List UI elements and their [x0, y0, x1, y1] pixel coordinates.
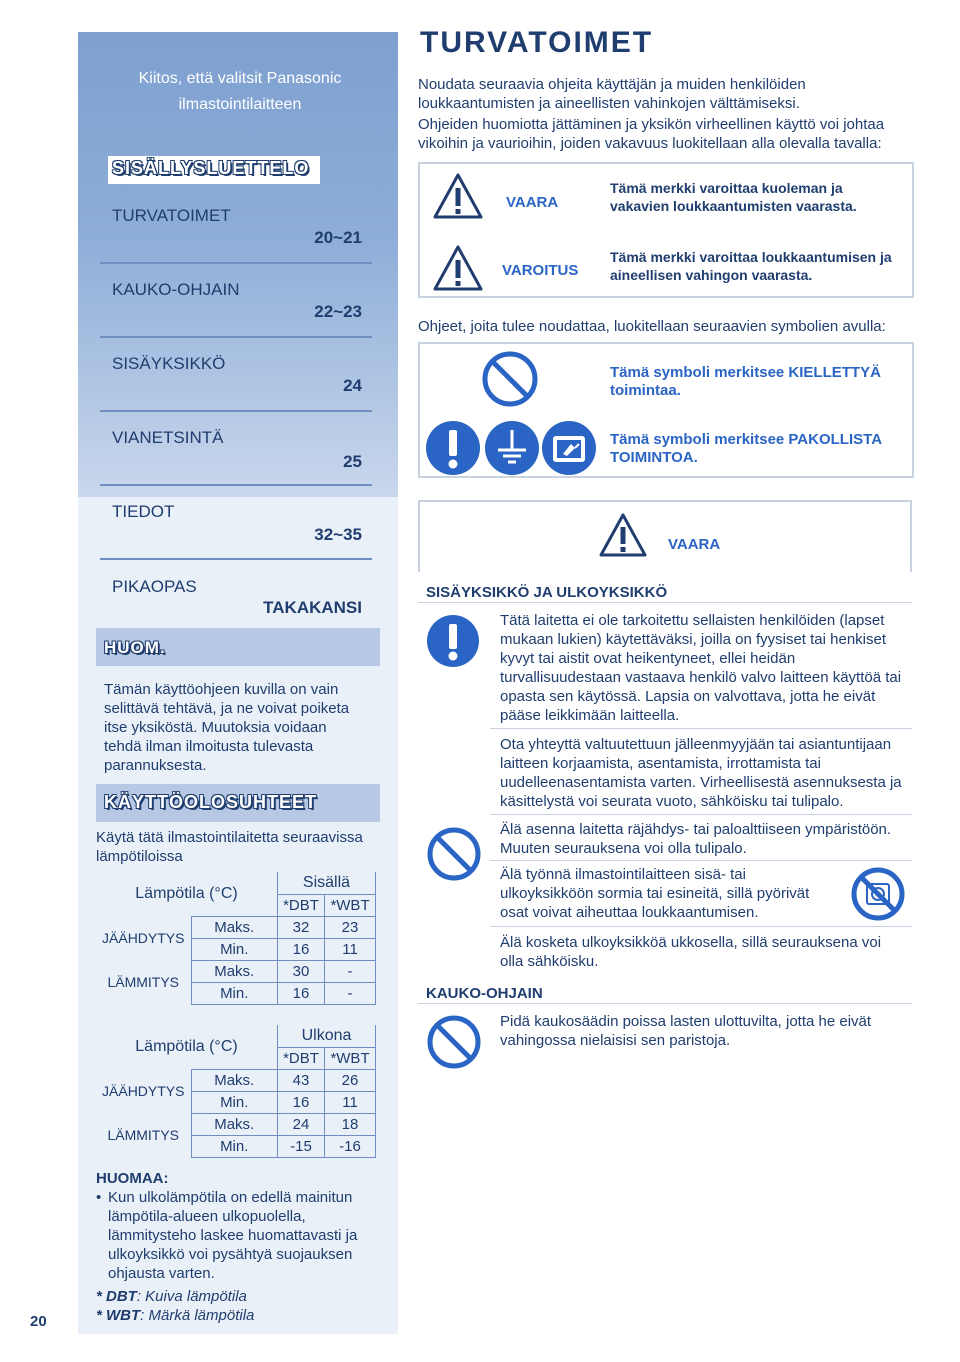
- outdoor-temperature-table: [96, 1025, 376, 1158]
- outdoor-col-wbt: *WBT: [325, 1047, 376, 1069]
- prohibited-icon: [481, 350, 539, 408]
- toc-divider: [100, 558, 372, 560]
- indoor-header-group: Sisällä: [277, 872, 375, 894]
- indoor-dbt: 16: [277, 938, 324, 960]
- toc-page-turvatoimet: 20~21: [314, 228, 362, 247]
- indoor-mode-heating: LÄMMITYS: [107, 974, 180, 990]
- outdoor-wbt: -16: [325, 1135, 376, 1157]
- toc-item-pikaopas[interactable]: PIKAOPAS: [112, 577, 197, 596]
- toc-divider: [100, 262, 372, 264]
- safety-item-thunder: Älä kosketa ulkoyksikköä ukkosella, sillä seurauksena voi olla sähköisku.: [500, 934, 882, 970]
- no-fingers-icon: [850, 866, 906, 922]
- outdoor-dbt: 43: [277, 1069, 324, 1091]
- toc-item-tiedot[interactable]: TIEDOT: [112, 502, 175, 521]
- varoitus-label: VAROITUS: [502, 262, 579, 279]
- safety-item-dealer: Ota yhteyttä valtuutettuun jälleenmyyjään tai asiantuntijaan laitteen korjaamista, asentamista, irrottamista tai uudelleenasentamista varten. Virheellisestä asennuksesta ja käsittelystä voi seurata vuoto, sähköisku tai tulipalo.: [500, 736, 902, 810]
- outdoor-wbt: 18: [325, 1113, 376, 1135]
- outdoor-header-group: Ulkona: [277, 1025, 375, 1047]
- outdoor-level: Maks.: [191, 1069, 277, 1091]
- prohibited-icon: [426, 826, 482, 882]
- item-divider: [490, 728, 912, 729]
- toc-divider: [100, 410, 372, 412]
- outdoor-level: Min.: [191, 1091, 277, 1113]
- outdoor-wbt: 26: [325, 1069, 376, 1091]
- toc-item-turvatoimet[interactable]: TURVATOIMET: [112, 206, 231, 225]
- indoor-header-left: Lämpötila (°C): [135, 884, 238, 902]
- outdoor-header-left: Lämpötila (°C): [135, 1037, 238, 1055]
- page-number: 20: [30, 1313, 47, 1330]
- huomaa-bullet: •: [96, 1189, 102, 1206]
- conditions-intro: Käytä tätä ilmastointilaitetta seuraavissa lämpötiloissa: [96, 829, 363, 865]
- outdoor-level: Maks.: [191, 1113, 277, 1135]
- toc-page-pikaopas: TAKAKANSI: [263, 598, 362, 617]
- vaara-label: VAARA: [506, 194, 559, 211]
- indoor-dbt: 32: [277, 916, 324, 938]
- vaara-description: Tämä merkki varoittaa kuoleman ja vakavien loukkaantumisten vaarasta.: [610, 180, 857, 214]
- vaara-box: [418, 500, 912, 572]
- intro-text-1: Noudata seuraavia ohjeita käyttäjän ja muiden henkilöiden loukkaantumisten ja aineellisten vahinkojen välttämiseksi.: [418, 76, 806, 112]
- indoor-dbt: 16: [277, 982, 324, 1004]
- toc-page-tiedot: 32~35: [314, 525, 362, 544]
- outdoor-mode-cooling: JÄÄHDYTYS: [102, 1083, 185, 1099]
- thanks-text: Kiitos, että valitsit Panasonic ilmastointilaitteen: [138, 70, 342, 113]
- indoor-wbt: 23: [325, 916, 376, 938]
- safety-item-batteries: Pidä kaukosäädin poissa lasten ulottuvilta, jotta he eivät vahingossa nielaisisi sen paristoja.: [500, 1013, 872, 1049]
- indoor-col-wbt: *WBT: [325, 894, 376, 916]
- conditions-heading: KÄYTTÖOLOSUHTEET: [104, 792, 317, 812]
- item-divider: [490, 860, 912, 861]
- outdoor-col-dbt: *DBT: [277, 1047, 324, 1069]
- toc-heading: SISÄLLYSLUETTELO: [112, 158, 310, 178]
- caution-triangle-icon: [432, 244, 484, 292]
- mandatory-icon: [425, 420, 481, 476]
- vaara-triangle-icon: [598, 512, 648, 558]
- toc-divider: [100, 336, 372, 338]
- safety-item-supervision: Tätä laitetta ei ole tarkoitettu sellaisten henkilöiden (lapset mukaan lukien) käytettäväksi, joilla on fyysiset tai henkiset kyvyt tai aistit ovat heikentyneet, ellei heidän turvallisuudestaan vastaava henkilö valvo laitteen käyttöä tai opasta sen käytössä. Lapsia on valvottava, jotta he eivät pääse leikkimään laitteella.: [500, 612, 902, 724]
- plug-disconnect-icon: [541, 420, 597, 476]
- indoor-wbt: 11: [325, 938, 376, 960]
- indoor-level: Min.: [191, 938, 277, 960]
- mandatory-description: Tämä symboli merkitsee PAKOLLISTA TOIMINTOA.: [610, 431, 882, 466]
- varoitus-description: Tämä merkki varoittaa loukkaantumisen ja aineellisen vahingon vaarasta.: [610, 249, 892, 283]
- toc-page-sisayksikko: 24: [343, 376, 362, 395]
- intro-text-2: Ohjeiden huomiotta jättäminen ja yksikön virheellinen käyttö voi johtaa vikoihin ja vaurioihin, joiden vakavuus luokitellaan alla olevalla tavalla:: [418, 116, 885, 152]
- wbt-legend: [96, 1306, 254, 1325]
- toc-divider: [100, 484, 372, 486]
- dbt-key: * DBT: [96, 1288, 137, 1305]
- outdoor-wbt: 11: [325, 1091, 376, 1113]
- section-heading-units: SISÄYKSIKKÖ JA ULKOYKSIKKÖ: [426, 584, 668, 601]
- indoor-wbt: -: [325, 960, 376, 982]
- page-title: TURVATOIMET: [420, 26, 654, 59]
- earth-ground-icon: [484, 420, 540, 476]
- safety-item-explosive: Älä asenna laitetta räjähdys- tai paloalttiiseen ympäristöön. Muuten seurauksena voi olla tulipalo.: [500, 821, 892, 857]
- mandatory-icon: [426, 614, 480, 668]
- outdoor-mode-heating: LÄMMITYS: [107, 1127, 180, 1143]
- indoor-dbt: 30: [277, 960, 324, 982]
- safety-item-fingers: Älä työnnä ilmastointilaitteen sisä- tai ulkoyksikköön sormia tai esineitä, sillä pyörivät osat voivat aiheuttaa loukkaantumisen.: [500, 866, 810, 921]
- forbidden-description: Tämä symboli merkitsee KIELLETTYÄ toimintaa.: [610, 364, 881, 399]
- indoor-mode-cooling: JÄÄHDYTYS: [102, 930, 185, 946]
- outdoor-dbt: -15: [277, 1135, 324, 1157]
- prohibited-icon: [426, 1014, 482, 1070]
- note-text: Tämän käyttöohjeen kuvilla on vain selittävä tehtävä, ja ne voivat poiketa itse yksiköstä. Muutoksia voidaan tehdä ilman ilmoitusta tulevasta parannuksesta.: [104, 681, 350, 774]
- vaara-box-label: VAARA: [668, 536, 721, 553]
- note-heading: HUOM.: [104, 638, 166, 657]
- huomaa-text: Kun ulkolämpötila on edellä mainitun lämpötila-alueen ulkopuolella, lämmitysteho laskee huomattavasti ja ulkoyksikkö voi pysähtyä suojauksen ohjausta varten.: [108, 1189, 358, 1282]
- outdoor-dbt: 16: [277, 1091, 324, 1113]
- outdoor-dbt: 24: [277, 1113, 324, 1135]
- indoor-wbt: -: [325, 982, 376, 1004]
- warning-triangle-icon: [432, 172, 484, 220]
- indoor-level: Maks.: [191, 960, 277, 982]
- section-heading-remote: KAUKO-OHJAIN: [426, 985, 543, 1002]
- dbt-definition: : Kuiva lämpötila: [136, 1288, 247, 1305]
- section-divider: [418, 1003, 912, 1004]
- indoor-level: Min.: [191, 982, 277, 1004]
- toc-page-vianetsinta: 25: [343, 452, 362, 471]
- item-divider: [490, 926, 912, 927]
- toc-item-sisayksikko[interactable]: SISÄYKSIKKÖ: [112, 354, 226, 373]
- section-divider: [418, 602, 912, 603]
- item-divider: [490, 814, 912, 815]
- symbols-intro: Ohjeet, joita tulee noudattaa, luokitellaan seuraavien symbolien avulla:: [418, 318, 886, 335]
- outdoor-level: Min.: [191, 1135, 277, 1157]
- toc-page-kauko-ohjain: 22~23: [314, 302, 362, 321]
- indoor-level: Maks.: [191, 916, 277, 938]
- indoor-temperature-table: [96, 872, 376, 1005]
- huomaa-heading: HUOMAA:: [96, 1170, 169, 1187]
- indoor-col-dbt: *DBT: [277, 894, 324, 916]
- wbt-key: * WBT: [96, 1307, 141, 1324]
- wbt-definition: : Märkä lämpötila: [140, 1307, 255, 1324]
- toc-item-kauko-ohjain[interactable]: KAUKO-OHJAIN: [112, 280, 240, 299]
- toc-item-vianetsinta[interactable]: VIANETSINTÄ: [112, 428, 224, 447]
- dbt-legend: [96, 1287, 247, 1306]
